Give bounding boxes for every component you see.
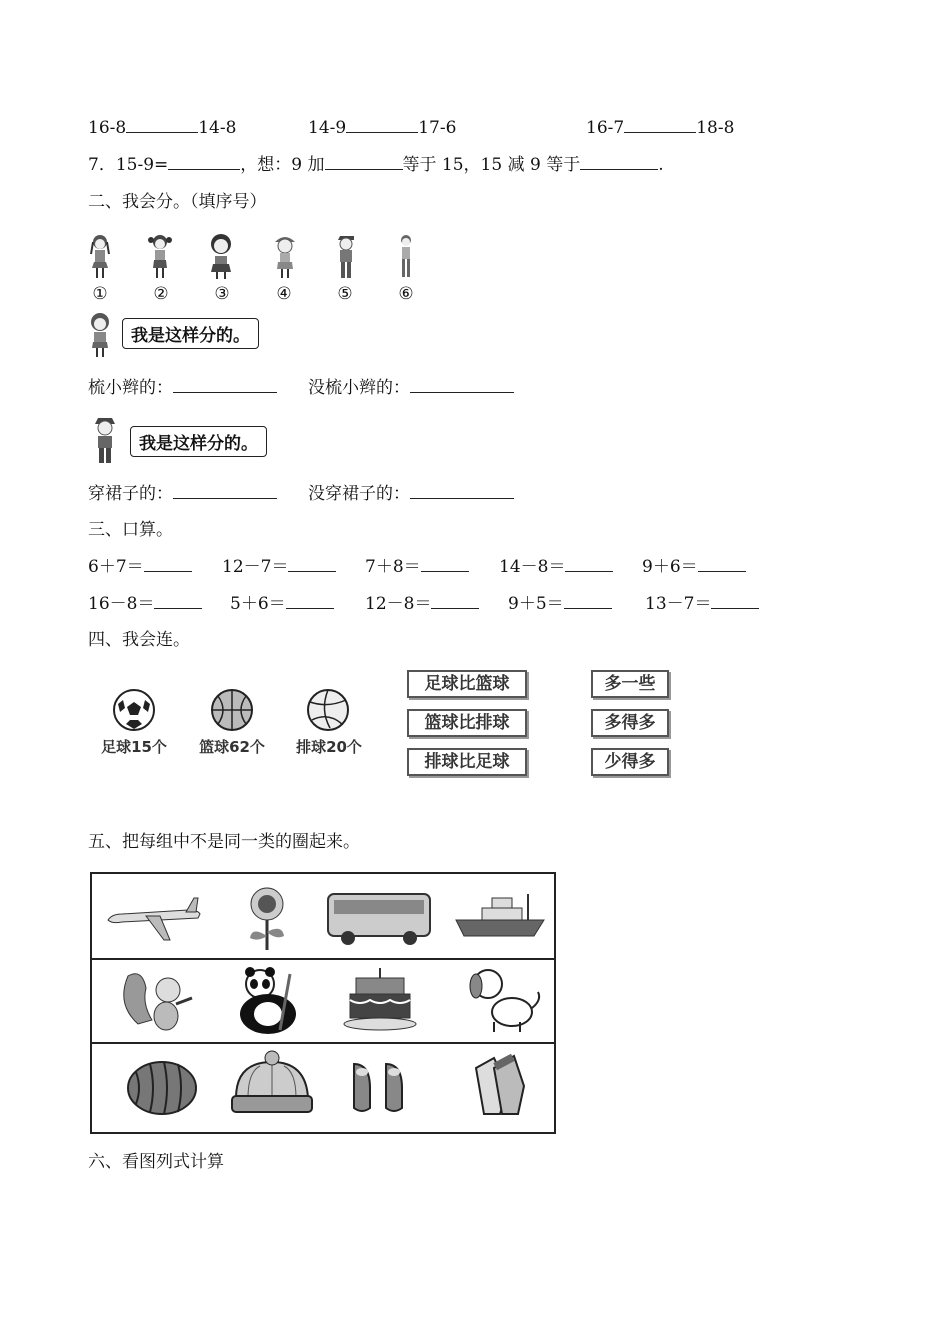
- compare-row: [308, 116, 456, 140]
- expr: 16-8: [88, 118, 127, 138]
- answer-blank[interactable]: [325, 153, 403, 170]
- calc-expr: 6＋7＝: [88, 557, 144, 577]
- answer-blank[interactable]: [565, 555, 613, 572]
- no-skirt-row: [308, 482, 514, 506]
- panda-icon[interactable]: [220, 964, 320, 1036]
- answer-blank[interactable]: [624, 116, 696, 133]
- skirt-row: [88, 482, 277, 506]
- girl-hat-icon: [270, 232, 300, 280]
- gloves-icon[interactable]: [464, 1048, 544, 1120]
- answer-box[interactable]: 少得多: [591, 748, 669, 776]
- answer-blank[interactable]: [580, 153, 658, 170]
- braid-row: [88, 376, 277, 400]
- cake-icon[interactable]: [340, 964, 420, 1036]
- expr: 17-6: [418, 118, 457, 138]
- expr: 16-7: [586, 118, 625, 138]
- girl-pigtails-icon: [146, 232, 174, 280]
- q7-mid1: ，想：9 加: [240, 155, 325, 175]
- knit-hat-icon[interactable]: [226, 1048, 326, 1120]
- answer-box[interactable]: 多一些: [591, 670, 669, 698]
- answer-blank[interactable]: [431, 592, 479, 609]
- answer-blank[interactable]: [168, 153, 240, 170]
- answer-blank[interactable]: [410, 376, 514, 393]
- no-skirt-label: 没穿裙子的：: [308, 484, 410, 504]
- squirrel-icon[interactable]: [112, 964, 212, 1036]
- boy-cap-icon: [332, 232, 360, 280]
- section-4-title: 四、我会连。: [88, 630, 190, 650]
- number-label: ⑤: [337, 284, 353, 304]
- answer-blank[interactable]: [346, 116, 418, 133]
- calc-item: [88, 592, 202, 616]
- answer-blank[interactable]: [126, 116, 198, 133]
- number-label: ①: [92, 284, 108, 304]
- no-braid-row: [308, 376, 514, 400]
- bus-icon[interactable]: [324, 880, 434, 952]
- answer-blank[interactable]: [410, 482, 514, 499]
- calc-item: [499, 555, 613, 579]
- skirt-label: 穿裙子的：: [88, 484, 173, 504]
- section-6-title: 六、看图列式计算: [88, 1152, 224, 1172]
- calc-item: [365, 592, 479, 616]
- boy-small-icon: [394, 232, 418, 280]
- shoes-icon[interactable]: [340, 1048, 420, 1120]
- section-3-title: 三、口算。: [88, 520, 173, 540]
- calc-expr: 9＋6＝: [642, 557, 698, 577]
- girl-short-hair-icon: [204, 232, 238, 280]
- q7-end: .: [658, 155, 664, 175]
- no-braid-label: 没梳小辫的：: [308, 378, 410, 398]
- dog-icon[interactable]: [464, 964, 544, 1036]
- calc-item: [230, 592, 334, 616]
- expr: 14-9: [308, 118, 347, 138]
- answer-blank[interactable]: [173, 376, 277, 393]
- girl-speaker-icon: [86, 310, 116, 358]
- answer-blank[interactable]: [288, 555, 336, 572]
- answer-blank[interactable]: [698, 555, 746, 572]
- q7-mid2: 等于 15，15 减 9 等于: [402, 155, 581, 175]
- grid-row: [92, 874, 554, 960]
- expr: 18-8: [696, 118, 735, 138]
- speech-bubble: 我是这样分的。: [130, 426, 267, 457]
- ball-label: 排球20个: [296, 738, 362, 756]
- ball-label: 足球15个: [101, 738, 167, 756]
- section-5-title: 五、把每组中不是同一类的圈起来。: [88, 832, 360, 852]
- q7-prefix: 7．15-9=: [88, 155, 169, 175]
- calc-item: [645, 592, 759, 616]
- calc-expr: 7＋8＝: [365, 557, 421, 577]
- basketball-icon: [210, 688, 254, 732]
- soccer-ball-icon: [112, 688, 156, 732]
- section-2-title: 二、我会分。（填序号）: [88, 192, 267, 212]
- airplane-icon[interactable]: [102, 880, 202, 952]
- answer-blank[interactable]: [286, 592, 334, 609]
- question-7: [88, 153, 664, 177]
- answer-box[interactable]: 多得多: [591, 709, 669, 737]
- boy-speaker-icon: [90, 416, 120, 464]
- answer-blank[interactable]: [421, 555, 469, 572]
- calc-expr: 12－7＝: [222, 557, 289, 577]
- ball-label: 篮球62个: [199, 738, 265, 756]
- braid-label: 梳小辫的：: [88, 378, 173, 398]
- calc-expr: 14－8＝: [499, 557, 566, 577]
- answer-blank[interactable]: [711, 592, 759, 609]
- number-label: ③: [214, 284, 230, 304]
- answer-blank[interactable]: [173, 482, 277, 499]
- number-label: ④: [276, 284, 292, 304]
- speech-bubble: 我是这样分的。: [122, 318, 259, 349]
- watermelon-icon[interactable]: [112, 1048, 212, 1120]
- sunflower-icon[interactable]: [222, 880, 312, 952]
- girl-braids-icon: [86, 232, 114, 280]
- compare-row: [586, 116, 734, 140]
- calc-item: [222, 555, 336, 579]
- grid-row: [92, 1042, 554, 1126]
- calc-expr: 12－8＝: [365, 594, 432, 614]
- calc-expr: 16－8＝: [88, 594, 155, 614]
- answer-blank[interactable]: [564, 592, 612, 609]
- calc-expr: 9＋5＝: [508, 594, 564, 614]
- volleyball-icon: [306, 688, 350, 732]
- compare-box[interactable]: 排球比足球: [407, 748, 527, 776]
- answer-blank[interactable]: [154, 592, 202, 609]
- answer-blank[interactable]: [144, 555, 192, 572]
- expr: 14-8: [198, 118, 237, 138]
- calc-expr: 5＋6＝: [230, 594, 286, 614]
- calc-item: [508, 592, 612, 616]
- grid-row: [92, 958, 554, 1044]
- number-label: ⑥: [398, 284, 414, 304]
- calc-item: [88, 555, 192, 579]
- calc-item: [365, 555, 469, 579]
- calc-expr: 13－7＝: [645, 594, 712, 614]
- compare-box[interactable]: 足球比篮球: [407, 670, 527, 698]
- ship-icon[interactable]: [452, 880, 548, 952]
- compare-box[interactable]: 篮球比排球: [407, 709, 527, 737]
- number-label: ②: [153, 284, 169, 304]
- compare-row: [88, 116, 236, 140]
- calc-item: [642, 555, 746, 579]
- classification-grid: [90, 872, 556, 1134]
